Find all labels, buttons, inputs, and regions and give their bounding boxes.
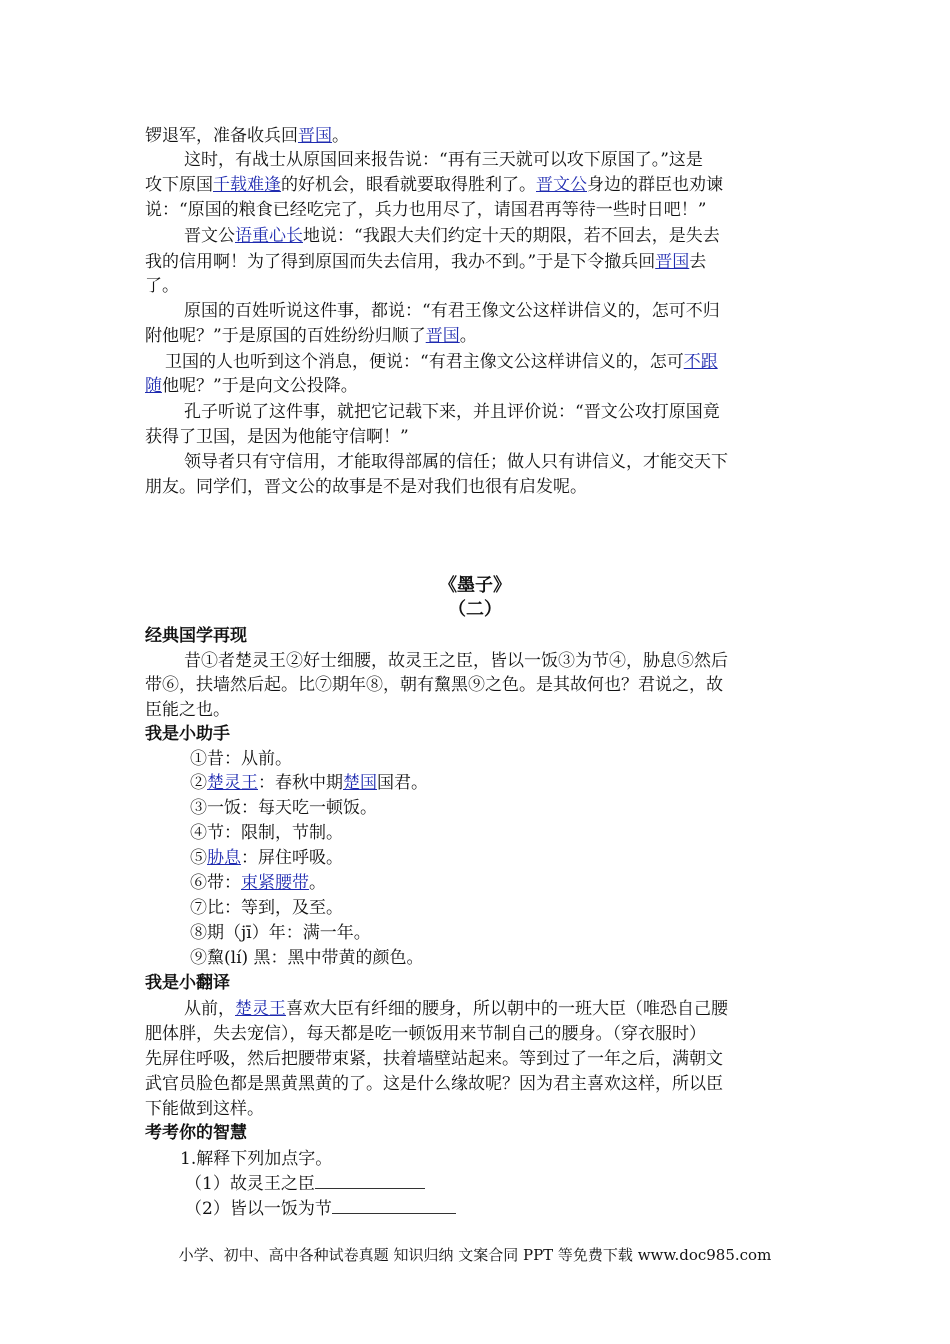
story-line-7: 了。 xyxy=(145,276,179,296)
question-1: （1）故灵王之臣 xyxy=(185,1172,425,1196)
link-jin-wengong[interactable]: 晋文公 xyxy=(536,175,587,195)
note-2: ②楚灵王：春秋中期楚国国君。 xyxy=(190,773,428,793)
link-chu-state[interactable]: 楚国 xyxy=(343,773,377,793)
heading-helper: 我是小助手 xyxy=(145,724,230,744)
story-line-12: 孔子听说了这件事，就把它记载下来，并且评价说：“晋文公攻打原国竟 xyxy=(184,402,720,422)
heading-test: 考考你的智慧 xyxy=(145,1123,247,1143)
link-chu-lingwang[interactable]: 楚灵王 xyxy=(207,773,258,793)
translate-line-4: 武官员脸色都是黑黄黑黄的了。这是什么缘故呢？因为君主喜欢这样，所以臣 xyxy=(145,1074,723,1094)
note-6: ⑥带：束紧腰带。 xyxy=(190,873,326,893)
question-intro: 1.解释下列加点字。 xyxy=(180,1149,333,1169)
story-line-10: 卫国的人也听到这个消息，便说：“有君主像文公这样讲信义的，怎可不跟 xyxy=(165,352,718,372)
story-line-3: 攻下原国千载难逢的好机会，眼看就要取得胜利了。晋文公身边的群臣也劝谏 xyxy=(145,175,723,195)
answer-blank-1[interactable] xyxy=(315,1172,425,1189)
story-line-5: 晋文公语重心长地说：“我跟大夫们约定十天的期限，若不回去，是失去 xyxy=(184,226,720,246)
classic-line-1: 昔①者楚灵王②好士细腰，故灵王之臣，皆以一饭③为节④，胁息⑤然后 xyxy=(184,651,728,671)
note-3: ③一饭：每天吃一顿饭。 xyxy=(190,798,377,818)
story-line-14: 领导者只有守信用，才能取得部属的信任；做人只有讲信义，才能交天下 xyxy=(184,452,728,472)
story-line-1: 锣退军，准备收兵回晋国。 xyxy=(145,126,349,146)
story-line-4: 说：“原国的粮食已经吃完了，兵力也用尽了，请国君再等待一些时日吧！” xyxy=(145,200,707,220)
question-2: （2）皆以一饭为节 xyxy=(185,1197,456,1221)
link-xiexi[interactable]: 胁息 xyxy=(207,848,241,868)
link-bugensui[interactable]: 随 xyxy=(145,376,162,396)
translate-line-1: 从前，楚灵王喜欢大臣有纤细的腰身，所以朝中的一班大臣（唯恐自己腰 xyxy=(184,999,728,1019)
translate-line-2: 肥体胖，失去宠信），每天都是吃一顿饭用来节制自己的腰身。（穿衣服时） xyxy=(145,1024,706,1044)
note-5: ⑤胁息：屏住呼吸。 xyxy=(190,848,343,868)
story-line-9: 附他呢？”于是原国的百姓纷纷归顺了晋国。 xyxy=(145,326,477,346)
answer-blank-2[interactable] xyxy=(332,1197,456,1214)
link-jin-state[interactable]: 晋国 xyxy=(298,126,332,146)
note-4: ④节：限制，节制。 xyxy=(190,823,343,843)
link-bugensui[interactable]: 不跟 xyxy=(683,352,718,372)
story-line-2: 这时，有战士从原国回来报告说：“再有三天就可以攻下原国了。”这是 xyxy=(184,150,703,170)
link-chu-lingwang[interactable]: 楚灵王 xyxy=(235,999,286,1019)
heading-classic: 经典国学再现 xyxy=(145,626,247,646)
note-8: ⑧期（jī）年：满一年。 xyxy=(190,923,371,943)
link-yuzhongxinchang[interactable]: 语重心长 xyxy=(235,226,303,246)
section-subtitle: （二） xyxy=(448,599,502,620)
link-shujinyaodai[interactable]: 束紧腰带 xyxy=(241,873,309,893)
translate-line-5: 下能做到这样。 xyxy=(145,1099,264,1119)
story-line-15: 朋友。同学们，晋文公的故事是不是对我们也很有启发呢。 xyxy=(145,477,587,497)
classic-line-3: 臣能之也。 xyxy=(145,700,230,720)
classic-line-2: 带⑥，扶墙然后起。比⑦期年⑧，朝有黧黑⑨之色。是其故何也？君说之，故 xyxy=(145,675,723,695)
translate-line-3: 先屏住呼吸，然后把腰带束紧，扶着墙壁站起来。等到过了一年之后，满朝文 xyxy=(145,1049,723,1069)
story-line-11: 随他呢？”于是向文公投降。 xyxy=(145,376,358,396)
note-9: ⑨黧(lí) 黑：黑中带黄的颜色。 xyxy=(190,948,424,968)
link-jin-state[interactable]: 晋国 xyxy=(425,326,460,346)
note-1: ①昔：从前。 xyxy=(190,749,292,769)
page-footer: 小学、初中、高中各种试卷真题 知识归纳 文案合同 PPT 等免费下载 www.doc985.com xyxy=(178,1246,772,1264)
heading-translate: 我是小翻译 xyxy=(145,973,230,993)
link-jin-state[interactable]: 晋国 xyxy=(655,252,690,272)
story-line-13: 获得了卫国，是因为他能守信啊！” xyxy=(145,427,409,447)
note-7: ⑦比：等到，及至。 xyxy=(190,898,343,918)
story-line-6: 我的信用啊！为了得到原国而失去信用，我办不到。”于是下令撤兵回晋国去 xyxy=(145,252,707,272)
link-jin-wengong[interactable]: 晋文公 xyxy=(184,226,235,246)
section-title: 《墨子》 xyxy=(439,575,511,596)
link-qianzainanfeng[interactable]: 千载难逢 xyxy=(213,175,281,195)
story-line-8: 原国的百姓听说这件事，都说：“有君王像文公这样讲信义的，怎可不归 xyxy=(184,301,720,321)
